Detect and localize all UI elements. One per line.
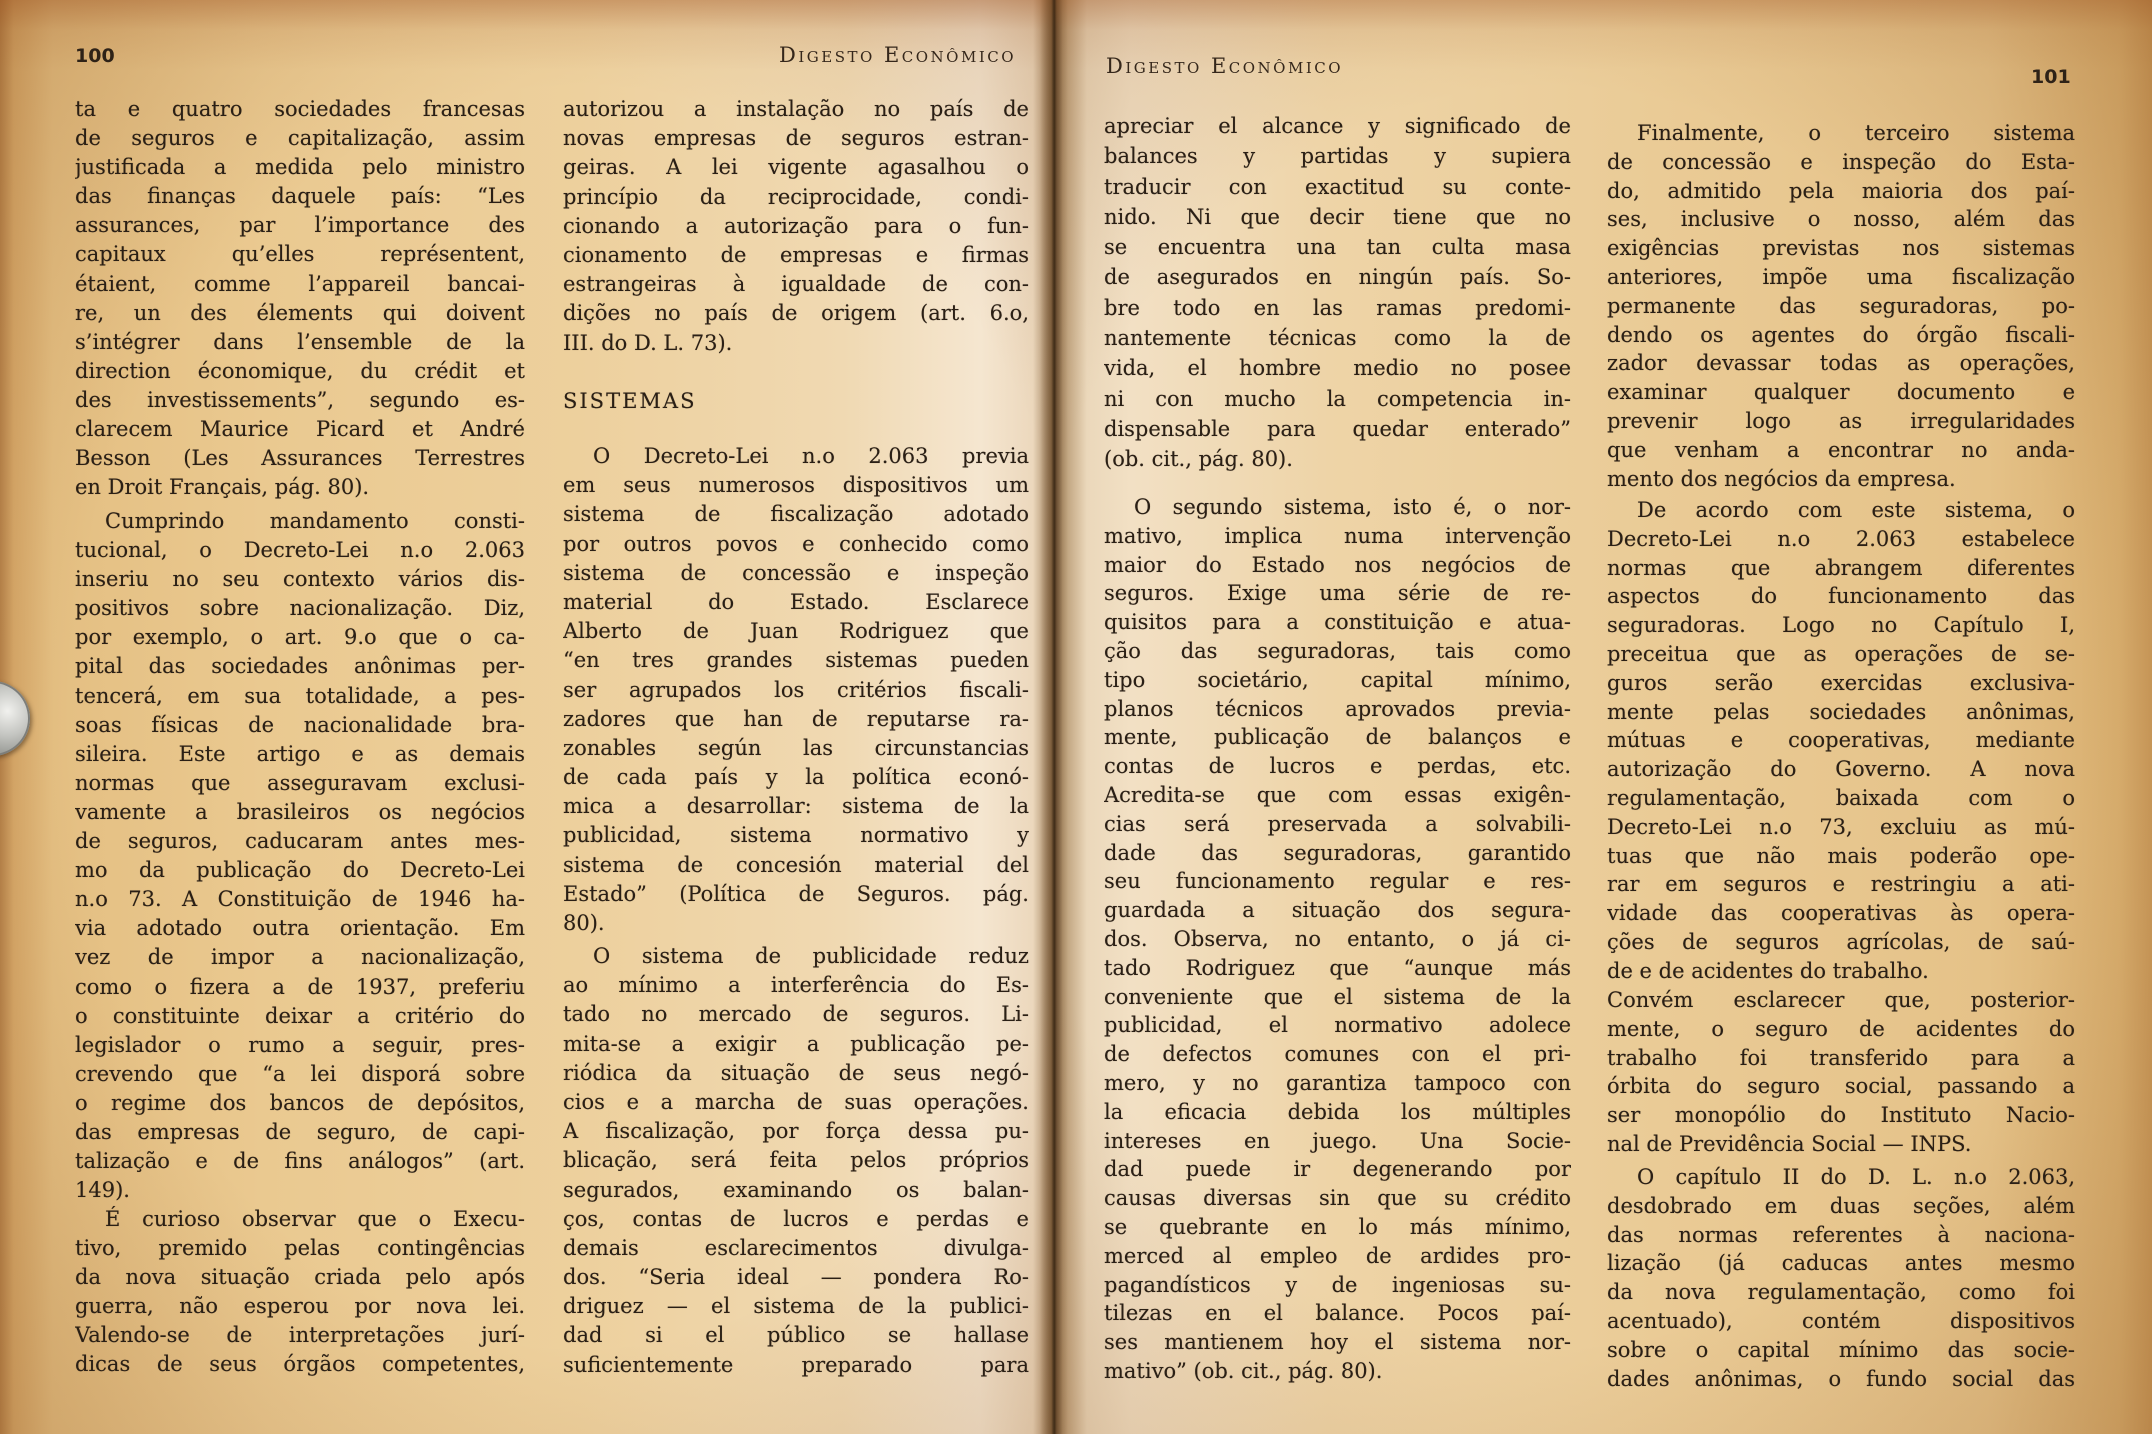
text-line: nantemente técnicas como la de [1104,326,1571,351]
text-line: assurances, par l’importance des [75,213,525,238]
text-line: publicidad, el normativo adolece [1104,1013,1571,1038]
text-line: la eficacia debida los múltiples [1104,1099,1571,1124]
text-line: A fiscalização, por força dessa pu- [563,1119,1029,1144]
left-page [0,0,1054,1434]
text-line: riódica da situação de seus negó- [563,1060,1029,1085]
text-line: ser agrupados los critérios fiscali- [563,677,1029,702]
text-line: positivos sobre nacionalização. Diz, [75,596,525,621]
text-line: tado Rodriguez que “aunque más [1104,955,1571,980]
section-heading: SISTEMAS [563,389,697,413]
text-line: tuas que não mais poderão ope- [1607,843,2075,868]
text-line: nido. Ni que decir tiene que no [1104,204,1571,229]
text-line: justificada a medida pelo ministro [75,155,525,180]
text-line: princípio da reciprocidade, condi- [563,184,1029,209]
text-line: segurados, examinando os balan- [563,1177,1029,1202]
text-line: seguros. Exige uma série de re- [1104,581,1571,606]
text-line: seguradoras. Logo no Capítulo I, [1607,613,2075,638]
text-line: geiras. A lei vigente agasalhou o [563,155,1029,180]
text-line: por exemplo, o art. 9.o que o ca- [75,625,525,650]
text-line: conveniente que el sistema de la [1104,984,1571,1009]
paragraph [563,442,1029,938]
text-line: se encuentra una tan culta masa [1104,235,1571,260]
text-line: O capítulo II do D. L. n.o 2.063, [1637,1165,2075,1189]
text-line: via adotado outra orientação. Em [75,916,525,941]
text-line: ções de seguros agrícolas, de saú- [1607,929,2075,954]
text-line: dade das seguradoras, garantido [1104,840,1571,865]
text-line: dad si el público se hallase [563,1323,1029,1348]
text-line: nal de Previdência Social — INPS. [1607,1131,1972,1156]
text-line: do, admitido pela maioria dos paí- [1607,178,2075,203]
text-line: n.o 73. A Constituição de 1946 ha- [75,887,525,912]
text-line: normas que abrangem diferentes [1607,555,2075,580]
text-line: acentuado), contém dispositivos [1607,1308,2075,1333]
text-line: dad puede ir degenerando por [1104,1157,1571,1182]
text-line: demais esclarecimentos divulga- [563,1235,1029,1260]
text-line: tado no mercado de seguros. Li- [563,1002,1029,1027]
text-line: crevendo que “a lei disporá sobre [75,1061,525,1086]
text-line: regulamentação, baixada com o [1607,785,2075,810]
text-line: tencerá, em sua totalidade, a pes- [75,683,525,708]
text-line: Decreto-Lei n.o 73, excluiu as mú- [1607,814,2075,839]
text-line: sileira. Este artigo e as demais [75,741,525,766]
text-line: ni con mucho la competencia in- [1104,386,1571,411]
paragraph [1607,496,2075,986]
text-line: causas diversas sin que su crédito [1104,1186,1571,1211]
right-page [1054,0,2152,1434]
text-line: Cumprindo mandamento consti- [105,509,525,533]
text-line: tucional, o Decreto-Lei n.o 2.063 [75,538,525,563]
text-line: anteriores, impõe uma fiscalização [1607,264,2075,289]
text-line: mente, o seguro de acidentes do [1607,1016,2075,1041]
text-line: quisitos para a constituição e atua- [1104,610,1571,635]
coin-object [0,681,30,756]
text-line: contas de lucros e perdas, etc. [1104,754,1571,779]
text-line: inseriu no seu contexto vários dis- [75,567,525,592]
text-line: examinar qualquer documento e [1607,380,2075,405]
text-line: dades anônimas, o fundo social das [1607,1366,2075,1391]
text-line: autorizou a instalação no país de [563,97,1029,121]
text-line: maior do Estado nos negócios de [1104,552,1571,577]
text-line: em seus numerosos dispositivos um [563,473,1029,498]
text-line: o constituinte deixar a critério do [75,1003,525,1028]
text-line: bre todo en las ramas predomi- [1104,295,1571,320]
text-line: mente, publicação de balanços e [1104,725,1571,750]
text-line: mativo, implica numa intervenção [1104,523,1571,548]
text-line: guerra, não esperou por nova lei. [75,1294,525,1319]
text-line: vamente a brasileiros os negócios [75,799,525,824]
text-line: órbita do seguro social, passando a [1607,1074,2075,1099]
text-line: O Decreto-Lei n.o 2.063 previa [593,444,1029,468]
text-line: planos técnicos aprovados previa- [1104,696,1571,721]
text-line: Estado” (Política de Seguros. pág. [563,881,1029,906]
text-line: cias será preservada a solvabili- [1104,811,1571,836]
text-line: tilezas en el balance. Pocos paí- [1104,1301,1571,1326]
page-number: 101 [2031,66,2071,88]
text-line: en Droit Français, pág. 80). [75,475,370,500]
text-line: talização e de fins análogos” (art. [75,1149,525,1174]
text-line: O segundo sistema, isto é, o nor- [1134,495,1571,519]
text-line: intereses en juego. Una Socie- [1104,1128,1571,1153]
text-line: De acordo com este sistema, o [1637,498,2075,522]
text-line: exigências previstas nos sistemas [1607,236,2075,261]
text-line: Valendo-se de interpretações jurí- [75,1323,525,1348]
text-line: ços, contas de lucros e perdas e [563,1206,1029,1231]
text-line: sistema de fiscalização adotado [563,502,1029,527]
text-line: 149). [75,1178,130,1203]
paragraph [1104,493,1571,1386]
text-line: sobre o capital mínimo das socie- [1607,1337,2075,1362]
text-line: sistema de concesión material del [563,852,1029,877]
text-line: dições no país de origem (art. 6.o, [563,301,1029,326]
paragraph [75,95,525,502]
text-line: novas empresas de seguros estran- [563,126,1029,151]
text-line: autorização do Governo. A nova [1607,757,2075,782]
text-line: des investissements”, segundo es- [75,387,525,412]
text-line: ses mantienem hoy el sistema nor- [1104,1330,1571,1355]
text-line: guardada a situação dos segura- [1104,898,1571,923]
text-line: mo da publicação do Decreto-Lei [75,858,525,883]
text-line: da nova situação criada pelo após [75,1265,525,1290]
text-line: material do Estado. Esclarece [563,589,1029,614]
text-line: das normas referentes à naciona- [1607,1222,2075,1247]
paragraph [1104,111,1571,475]
running-head: Digesto Econômico [1106,54,1344,78]
text-column [1104,0,1571,1434]
text-line: rar em seguros e restringiu a ati- [1607,872,2075,897]
text-line: (ob. cit., pág. 80). [1104,447,1293,472]
text-line: de e de acidentes do trabalho. [1607,958,1929,983]
text-line: pagandísticos y de ingeniosas su- [1104,1272,1571,1297]
text-line: clarecem Maurice Picard et André [75,417,525,442]
text-line: vida, el hombre medio no posee [1104,356,1571,381]
text-line: Alberto de Juan Rodriguez que [563,619,1029,644]
text-line: dos. Observa, no entanto, o já ci- [1104,926,1571,951]
paragraph [1607,986,2075,1159]
text-line: de asegurados en ningún país. So- [1104,265,1571,290]
text-line: dos. “Seria ideal — pondera Ro- [563,1265,1029,1290]
text-line: direction économique, du crédit et [75,358,525,383]
text-line: de seguros, caducaram antes mes- [75,829,525,854]
text-line: O sistema de publicidade reduz [593,944,1029,968]
text-line: mero, y no garantiza tampoco con [1104,1070,1571,1095]
text-line: estrangeiras à igualdade de con- [563,272,1029,297]
text-line: cionamento de empresas e firmas [563,242,1029,267]
text-line: s’intégrer dans l’ensemble de la [75,329,525,354]
paragraph [75,507,525,1205]
text-line: Convém esclarecer que, posterior- [1607,988,2075,1012]
text-line: por outros povos e conhecido como [563,531,1029,556]
page-number: 100 [75,45,115,67]
text-line: ta e quatro sociedades francesas [75,97,525,121]
text-line: “en tres grandes sistemas pueden [563,648,1029,673]
text-line: publicidad, sistema normativo y [563,823,1029,848]
text-line: vidade das cooperativas às opera- [1607,901,2075,926]
text-line: re, un des élements qui doivent [75,300,525,325]
text-line: mica a desarrollar: sistema de la [563,794,1029,819]
text-line: o regime dos bancos de depósitos, [75,1090,525,1115]
text-line: legislador o rumo a seguir, pres- [75,1032,525,1057]
text-line: normas que asseguravam exclusi- [75,770,525,795]
text-column [75,0,525,1434]
text-line: suficientemente preparado para [563,1352,1029,1377]
text-line: das empresas de seguro, de capi- [75,1119,525,1144]
text-line: É curioso observar que o Execu- [105,1207,525,1231]
text-line: ser monopólio do Instituto Nacio- [1607,1103,2075,1128]
running-head: Digesto Econômico [779,43,1017,67]
text-line: étaient, comme l’appareil bancai- [75,271,525,296]
paragraph [1607,1163,2075,1393]
text-line: capitaux qu’elles représentent, [75,242,525,267]
text-line: driguez — el sistema de la publici- [563,1294,1029,1319]
text-line: III. do D. L. 73). [563,330,733,355]
paragraph [1607,119,2075,493]
paragraph [563,942,1029,1380]
text-line: 80). [563,911,605,935]
text-line: traducir con exactitud su conte- [1104,174,1571,199]
text-line: zador devassar todas as operações, [1607,351,2075,376]
text-line: zonables según las circunstancias [563,735,1029,760]
text-line: pital das sociedades anônimas per- [75,654,525,679]
text-line: lização (já caducas antes mesmo [1607,1251,2075,1276]
text-line: mita-se a exigir a publicação pe- [563,1031,1029,1056]
text-line: tivo, premido pelas contingências [75,1236,525,1261]
text-line: apreciar el alcance y significado de [1104,114,1571,138]
text-line: Acredita-se que com essas exigên- [1104,782,1571,807]
text-line: soas físicas de nacionalidade bra- [75,712,525,737]
text-line: blicação, será feita pelos próprios [563,1148,1029,1173]
text-line: de defectos comunes con el pri- [1104,1042,1571,1067]
text-line: dispensable para quedar enterado” [1104,416,1571,441]
text-line: vez de impor a nacionalização, [75,945,525,970]
text-line: guros serão exercidas exclusiva- [1607,670,2075,695]
text-line: Besson (Les Assurances Terrestres [75,446,525,471]
text-line: de cada país y la política econó- [563,765,1029,790]
paragraph [75,1205,525,1380]
text-line: da nova regulamentação, como foi [1607,1280,2075,1305]
text-line: merced al empleo de ardides pro- [1104,1243,1571,1268]
text-line: se quebrante en lo más mínimo, [1104,1214,1571,1239]
text-line: seu funcionamento regular e res- [1104,869,1571,894]
text-line: ção das seguradoras, tais como [1104,638,1571,663]
text-line: como o fizera a de 1937, preferiu [75,974,525,999]
text-line: mento dos negócios da empresa. [1607,466,1956,491]
text-line: que venham a encontrar no anda- [1607,437,2075,462]
text-column [563,0,1029,1434]
text-line: tipo societário, capital mínimo, [1104,667,1571,692]
text-line: desdobrado em duas seções, além [1607,1193,2075,1218]
text-line: permanente das seguradoras, po- [1607,293,2075,318]
text-line: mente pelas sociedades anônimas, [1607,699,2075,724]
book-gutter [1040,0,1068,1434]
text-line: cionando a autorização para o fun- [563,213,1029,238]
text-line: Finalmente, o terceiro sistema [1637,121,2075,145]
text-column [1607,0,2075,1434]
text-line: ses, inclusive o nosso, além das [1607,207,2075,232]
text-line: aspectos do funcionamento das [1607,584,2075,609]
text-line: dicas de seus órgãos competentes, [75,1352,525,1377]
text-line: dendo os agentes do órgão fiscali- [1607,322,2075,347]
text-line: balances y partidas y supiera [1104,144,1571,169]
text-line: zadores que han de reputarse ra- [563,706,1029,731]
text-line: preceitua que as operações de se- [1607,641,2075,666]
paragraph [563,95,1029,358]
text-line: sistema de concessão e inspeção [563,560,1029,585]
text-line: mútuas e cooperativas, mediante [1607,728,2075,753]
text-line: trabalho foi transferido para a [1607,1045,2075,1070]
text-line: cios e a marcha de suas operações. [563,1089,1029,1114]
text-line: Decreto-Lei n.o 2.063 estabelece [1607,526,2075,551]
text-line: de seguros e capitalização, assim [75,126,525,151]
text-line: prevenir logo as irregularidades [1607,408,2075,433]
text-line: mativo” (ob. cit., pág. 80). [1104,1358,1383,1383]
text-line: das finanças daquele país: “Les [75,184,525,209]
text-line: de concessão e inspeção do Esta- [1607,149,2075,174]
text-line: ao mínimo a interferência do Es- [563,973,1029,998]
